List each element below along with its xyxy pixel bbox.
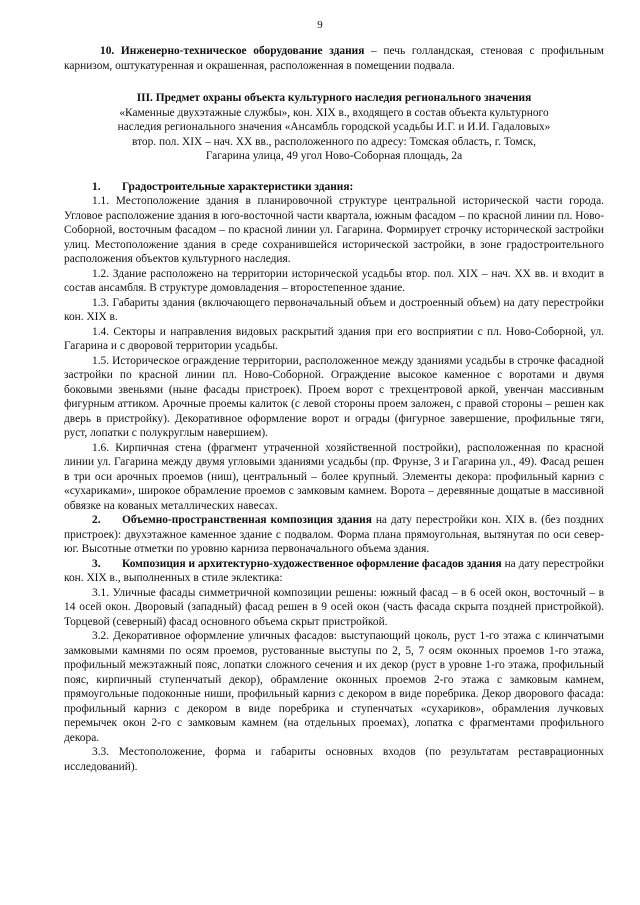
section-title-line-4: Гагарина улица, 49 угол Ново-Соборная площадь, 2а: [205, 150, 463, 162]
s1-paragraph-5: 1.5. Историческое ограждение территории, расположенное между зданиями усадьбы в строчке фасадной застройки по красной линии пл. Ново-Соборной. Ограждение высокое каменное с воротами и двумя боковыми звеньями (ныне фасады пристроек). Проем ворот с трехцентровой аркой, увенчан массивным фигурным аттиком. Арочные проемы калиток (с левой стороны проем заложен, с правой стороны – решен как дверь в пристройку). Декоративное оформление ворот и ограды (фигурное завершение, профильные тяги, руст, лопатки с полукруглым навершием).: [64, 354, 604, 439]
page-number: 9: [317, 19, 323, 31]
s1-number: 1.: [92, 180, 101, 193]
s2-text: на дату перестройки кон. XIX в. (без поздних пристроек): двухэтажное каменное здание с подвалом. Форма плана прямоугольная, вытянутая по оси север-юг. Высотные отметки по уровню карниза первоначального объема здания.: [64, 514, 604, 555]
page-content: [64, 44, 604, 774]
s1-heading: [64, 180, 604, 195]
s1-paragraph-3: 1.3. Габариты здания (включающего первоначальный объем и достроенный объем) на дату перестройки кон. XIX в.: [64, 296, 604, 323]
s3-paragraph-1: 3.1. Уличные фасады симметричной композиции решены: южный фасад – в 6 осей окон, восточный – в 14 осей окон. Дворовый (западный) фасад решен в 9 осей окон (часть фасада скрыта поздней пристройкой). Торцевой (северный) фасад основного объема скрыт пристройкой.: [64, 586, 604, 628]
s1-paragraph-4: 1.4. Секторы и направления видовых раскрытий здания при его восприятии с пл. Ново-Соборной, ул. Гагарина и с дворовой территории усадьбы.: [64, 325, 604, 352]
section-title-line-2: наследия регионального значения «Ансамбль городской усадьбы И.Г. и И.И. Гадаловых»: [117, 121, 551, 133]
item-10-paragraph: [64, 44, 604, 73]
s2-title: Объемно-пространственная композиция здания: [122, 514, 372, 526]
s3-paragraph-2: 3.2. Декоративное оформление уличных фасадов: выступающий цоколь, руст 1-го этажа с клинчатыми замковыми камнями по осям проемов, рустованные выступы по 2, 5, 7 осям оконных проемов 1-го этажа, профильный межэтажный пояс, лопатки сложного сечения и их декор (руст в уровне 1-го этажа, профильный пояс, кирпичный ступенчатый декор), обрамление оконных проемов 2-го этажа с замковым камнем, прямоугольные подоконные ниши, профильный карниз с декором в виде поребрика. Декор дворового фасада: профильный карниз с декором в виде поребрика и ступенчатых «сухариков», обрамления лучковых перемычек окон 2-го с замковым камнем (на отдельных проемах), лопатка с фрагментами профильного декора.: [64, 630, 604, 744]
s2-paragraph: [64, 513, 604, 557]
s3-paragraph: [64, 557, 604, 586]
s3-paragraph-3: 3.3. Местоположение, форма и габариты основных входов (по результатам реставрационных исследований).: [64, 746, 604, 773]
item-10-label: 10. Инженерно-техническое оборудование здания: [100, 45, 365, 57]
s1-paragraph-1: 1.1. Местоположение здания в планировочной структуре центральной исторической части города. Угловое расположение здания в юго-восточной части квартала, южным фасадом – по красной линии пл. Ново-Соборной, восточным фасадом – по красной линии ул. Гагарина. Формирует строчку исторической застройки улиц. Местоположение здания в среде сохранившейся исторической застройки, в зоне градостроительного расположения объектов культурного наследия.: [64, 195, 604, 265]
section-title-line-1: «Каменные двухэтажные службы», кон. XIX в., входящего в состав объекта культурного: [119, 106, 549, 119]
s1-title: Градостроительные характеристики здания:: [122, 180, 354, 193]
s3-title: Композиция и архитектурно-художественное оформление фасадов здания: [122, 557, 502, 570]
section-title-line-3: втор. пол. XIX – нач. XX вв., расположенного по адресу: Томская область, г. Томск,: [131, 135, 537, 148]
s1-paragraph-2: 1.2. Здание расположено на территории исторической усадьбы втор. пол. XIX – нач. XX вв. и входит в состав ансамбля. В структуре домовладения – второстепенное здание.: [64, 267, 604, 294]
section-title: [64, 91, 604, 164]
s1-paragraph-6: 1.6. Кирпичная стена (фрагмент утраченной хозяйственной постройки), расположенная по красной линии ул. Гагарина между двумя угловыми зданиями усадьбы (пр. Фрунзе, 3 и Гагарина ул., 49). Фасад решен в три оси арочных проемов (ниш), центральный – более крупный. Элементы декора: профильный карниз с «сухариками», широкое обрамление проемов с замковым камнем. Ворота – деревянные дощатые в массивной обвязке на кованых металлических навесах.: [64, 441, 604, 512]
item-10-text: – печь голландская, стеновая с профильным карнизом, оштукатуренная и окрашенная, расположенная в помещении подвала.: [64, 45, 605, 72]
s3-text: на дату перестройки кон. XIX в., выполненных в стиле эклектика:: [64, 557, 604, 584]
s3-number: 3.: [92, 557, 101, 570]
section-heading: III. Предмет охраны объекта культурного наследия регионального значения: [136, 92, 532, 104]
s2-number: 2.: [92, 514, 101, 526]
